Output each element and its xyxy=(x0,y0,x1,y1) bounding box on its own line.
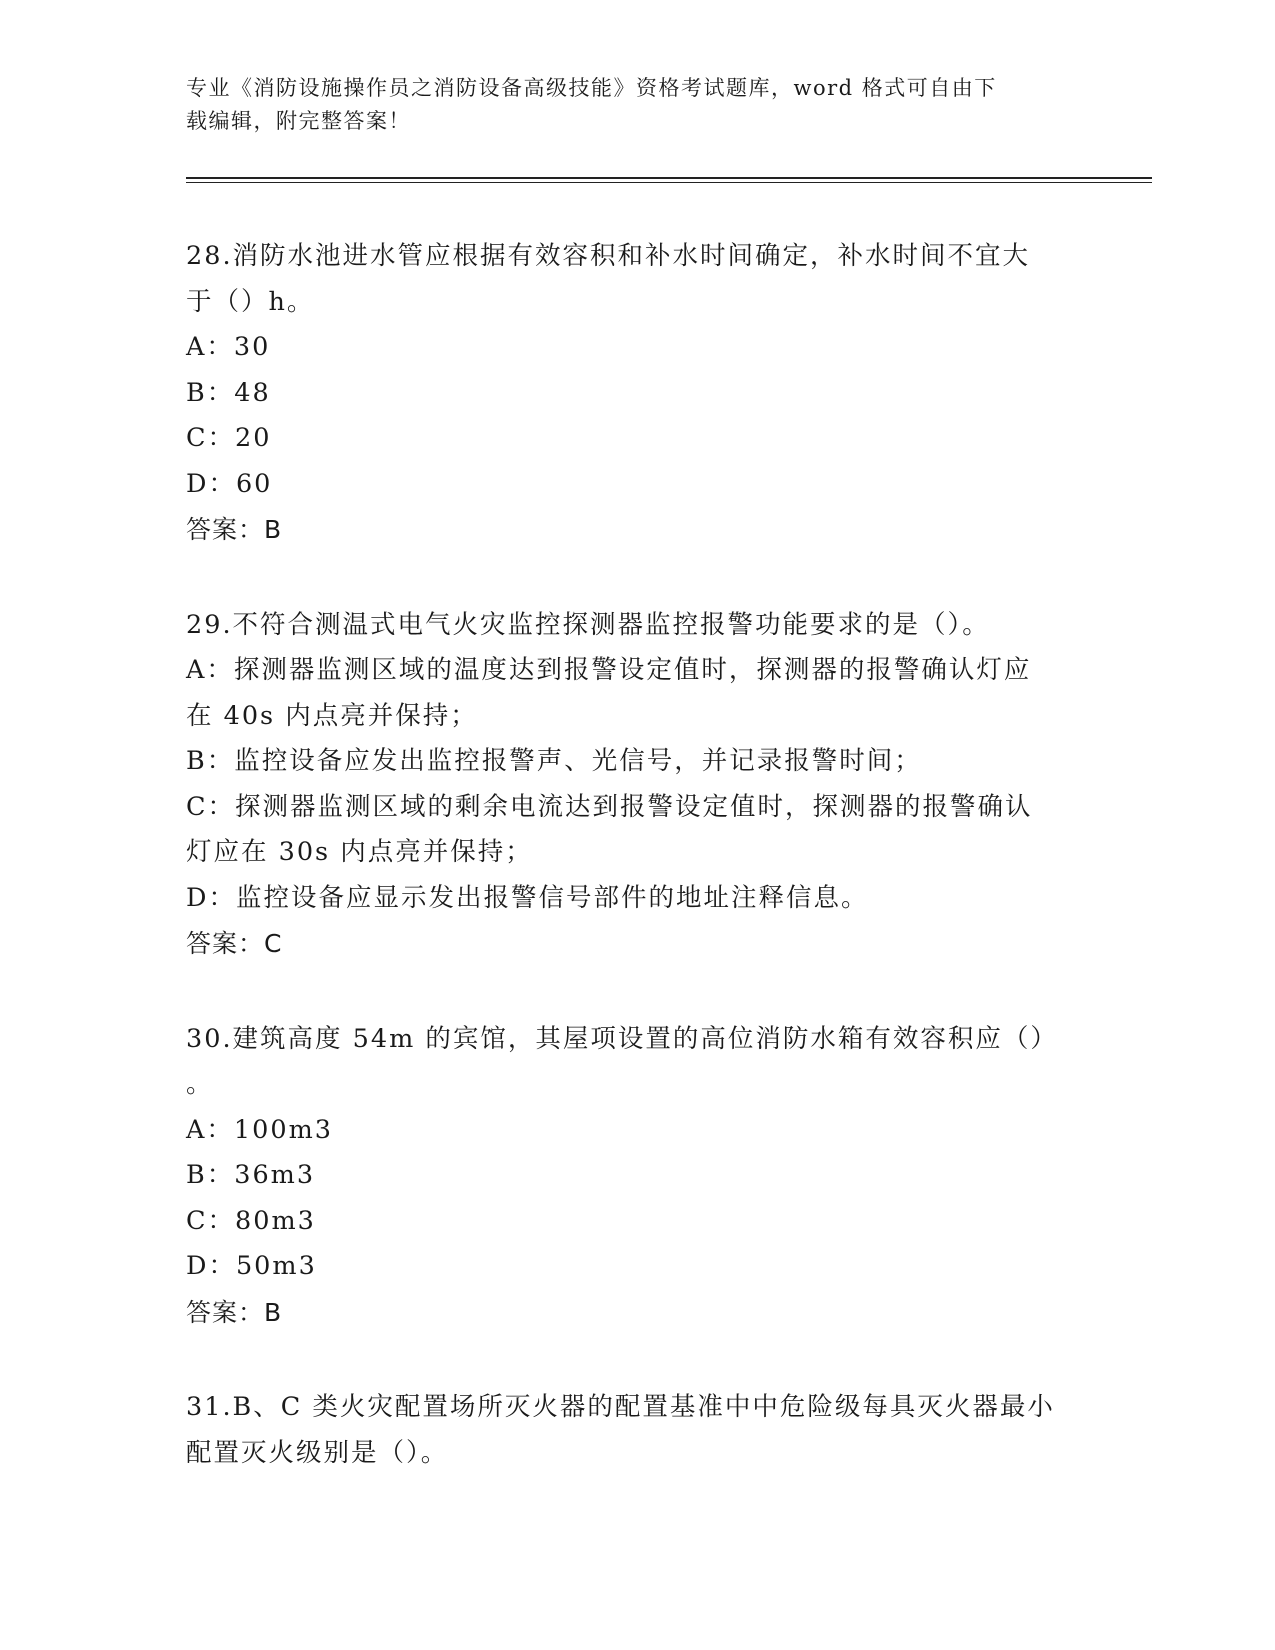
option-b: B：48 xyxy=(186,377,271,408)
option-c: C：探测器监测区域的剩余电流达到报警设定值时，探测器的报警确认 xyxy=(186,791,1033,822)
question-29 xyxy=(186,603,1066,967)
header-line-2: 载编辑，附完整答案！ xyxy=(186,109,411,133)
question-stem: 配置灭火级别是（）。 xyxy=(186,1437,449,1468)
option-c: C：20 xyxy=(186,423,272,453)
option-d: D：50m3 xyxy=(186,1251,317,1281)
question-stem: 31.B、C 类火灾配置场所灭火器的配置基准中中危险级每具灭火器最小 xyxy=(186,1392,1055,1422)
question-30 xyxy=(186,1017,1066,1336)
question-stem: 30.建筑高度 54m 的宾馆，其屋项设置的高位消防水箱有效容积应（） xyxy=(186,1023,1058,1054)
option-a: A：探测器监测区域的温度达到报警设定值时，探测器的报警确认灯应 xyxy=(186,655,1032,685)
option-a: A：30 xyxy=(186,332,271,362)
question-28 xyxy=(186,234,1066,553)
question-stem: 于（）h。 xyxy=(186,286,315,317)
question-stem: 。 xyxy=(186,1069,214,1099)
header-divider-thick xyxy=(186,177,1152,179)
option-c-continued: 灯应在 30s 内点亮并保持； xyxy=(186,837,533,867)
option-b: B：36m3 xyxy=(186,1160,316,1190)
option-a-continued: 在 40s 内点亮并保持； xyxy=(186,700,478,731)
option-d: D：监控设备应显示发出报警信号部件的地址注释信息。 xyxy=(186,882,869,913)
document-header xyxy=(186,72,1086,138)
answer-line: 答案：C xyxy=(186,929,283,958)
question-stem: 29.不符合测温式电气火灾监控探测器监控报警功能要求的是（）。 xyxy=(186,609,990,640)
question-31 xyxy=(186,1385,1066,1476)
answer-line: 答案：B xyxy=(186,515,283,544)
question-list xyxy=(186,234,1066,1526)
header-line-1: 专业《消防设施操作员之消防设备高级技能》资格考试题库，word 格式可自由下 xyxy=(186,76,997,100)
question-stem: 28.消防水池进水管应根据有效容积和补水时间确定，补水时间不宜大 xyxy=(186,241,1031,271)
header-divider-thin xyxy=(186,182,1152,183)
option-b: B：监控设备应发出监控报警声、光信号，并记录报警时间； xyxy=(186,746,922,776)
option-c: C：80m3 xyxy=(186,1205,316,1236)
option-a: A：100m3 xyxy=(186,1114,333,1145)
option-d: D：60 xyxy=(186,468,273,499)
answer-line: 答案：B xyxy=(186,1297,283,1327)
